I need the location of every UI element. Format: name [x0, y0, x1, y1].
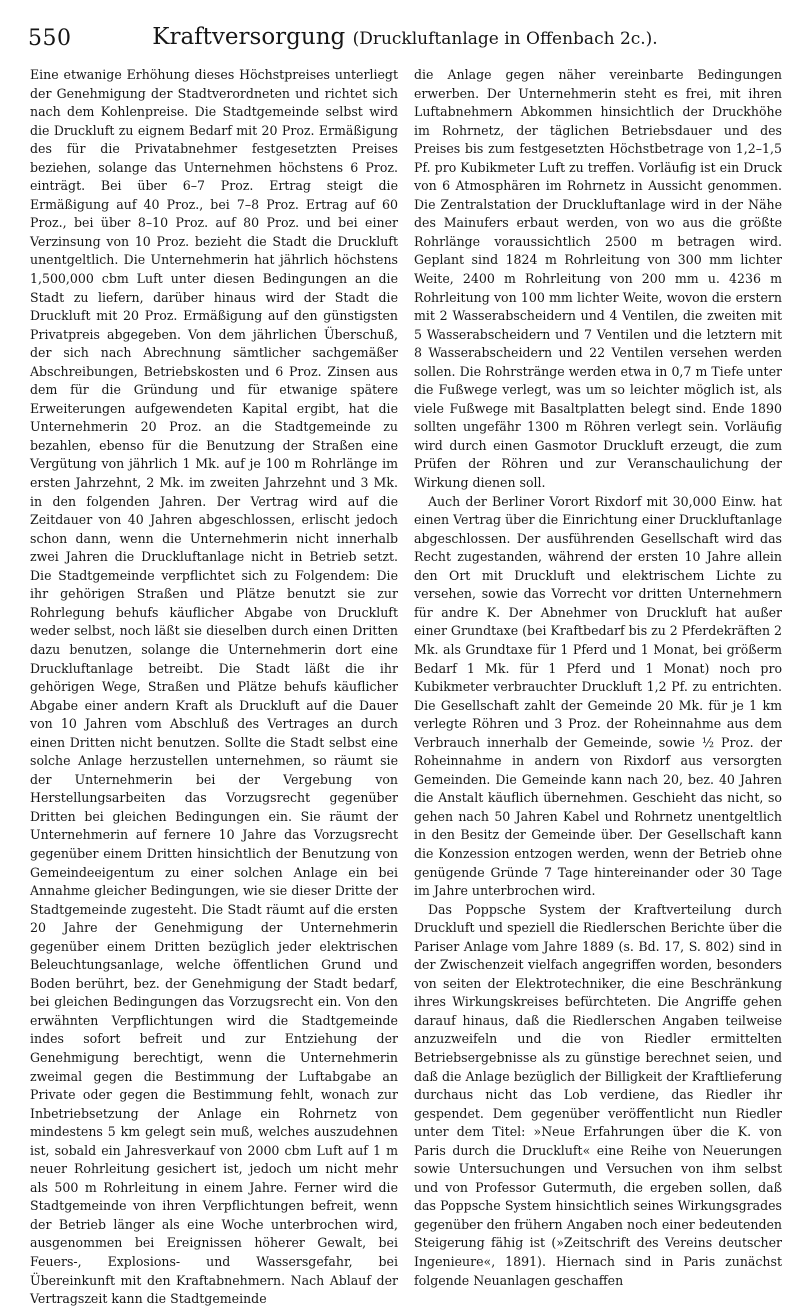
- page-number: 550: [28, 26, 72, 51]
- column-divider: [405, 66, 406, 1254]
- paragraph: Eine etwanige Erhöhung dieses Höchstpreises unterliegt der Genehmigung der Stadtverordneten und richtet sich nach dem Kohlenpreise. Die Stadtgemeinde selbst wird die Druckluft zu eignem Bedarf mit 20 Proz. Ermäßigung des für die Privatabnehmer festgesetzten Preises beziehen, solange das Unternehmen höchstens 6 Proz. einträgt. Bei über 6–7 Proz. Ertrag steigt die Ermäßigung auf 40 Proz., bei 7–8 Proz. Ertrag auf 60 Proz., bei über 8–10 Proz. auf 80 Proz. und bei einer Verzinsung von 10 Proz. bezieht die Stadt die Druckluft unentgeltlich. Die Unternehmerin hat jährlich höchstens 1,500,000 cbm Luft unter diesen Bedingungen an die Stadt zu liefern, darüber hinaus wird der Stadt die Druckluft mit 20 Proz. Ermäßigung auf den günstigsten Privatpreis abgegeben. Von dem jährlichen Überschuß, der sich nach Abrechnung sämtlicher sachgemäßer Abschreibungen, Betriebskosten und 6 Proz. Zinsen aus dem für die Gründung und für etwanige spätere Erweiterungen aufgewendeten Kapital ergibt, hat die Unternehmerin 20 Proz. an die Stadtgemeinde zu bezahlen, ebenso für die Benutzung der Straßen eine Vergütung von jährlich 1 Mk. auf je 100 m Rohrlänge im ersten Jahrzehnt, 2 Mk. im zweiten Jahrzehnt und 3 Mk. in den folgenden Jahren. Der Vertrag wird auf die Zeitdauer von 40 Jahren abgeschlossen, erlischt jedoch schon dann, wenn die Unternehmerin nicht innerhalb zwei Jahren die Druckluftanlage nicht in Betrieb setzt. Die Stadtgemeinde verpflichtet sich zu Folgendem: Die ihr gehörigen Straßen und Plätze benutzt sie zur Rohrlegung behufs käuflicher Abgabe von Druckluft weder selbst, noch läßt sie dieselben durch einen Dritten dazu benutzen, solange die Unternehmerin dort eine Druckluftanlage betreibt. Die Stadt läßt die ihr gehörigen Wege, Straßen und Plätze behufs käuflicher Abgabe einer andern Kraft als Druckluft auf die Dauer von 10 Jahren vom Abschluß des Vertrages an durch einen Dritten nicht benutzen. Sollte die Stadt selbst eine solche Anlage herzustellen unternehmen, so räumt sie der Unternehmerin bei der Vergebung von Herstellungsarbeiten das Vorzugsrecht gegenüber Dritten bei gleichen Bedingungen ein. Sie räumt der Unternehmerin auf fernere 10 Jahre das Vorzugsrecht gegenüber einem Dritten hinsichtlich der Benutzung von Gemeindeeigentum zu einer solchen Anlage ein bei Annahme gleicher Bedingungen, wie sie dieser Dritte der Stadtgemeinde zugesteht. Die Stadt räumt auf die ersten 20 Jahre der Genehmigung der Unternehmerin gegenüber einem Dritten bezüglich jeder elektrischen Beleuchtungsanlage, welche öffentlichen Grund und Boden berührt, bez. der Genehmigung der Stadt bedarf, bei gleichen Bedingungen das Vorzugsrecht ein. Von den erwähnten Verpflichtungen wird die Stadtgemeinde indes sofort befreit und zur Entziehung der Genehmigung berechtigt, wenn die Unternehmerin zweimal gegen die Bestimmung der Luftabgabe an Private oder gegen die Bestimmung fehlt, wonach zur Inbetriebsetzung der Anlage ein Rohrnetz von mindestens 5 km gelegt sein muß, welches auszudehnen ist, sobald ein Jahresverkauf von 2000 cbm Luft auf 1 m neuer Rohrleitung gesichert ist, jedoch um nicht mehr als 500 m Rohrleitung in einem Jahre. Ferner wird die Stadtgemeinde von ihren Verpflichtungen befreit, wenn der Betrieb länger als eine Woche unterbrochen wird, ausgenommen bei Ereignissen höherer Gewalt, bei Feuers-, Explosions- und Wassersgefahr, bei Übereinkunft mit den Kraftabnehmern. Nach Ablauf der Vertragszeit kann die Stadtgemeinde: [30, 67, 398, 1307]
- paragraph: die Anlage gegen näher vereinbarte Bedingungen erwerben. Der Unternehmerin steht es frei, mit ihren Luftabnehmern Abkommen hinsichtlich der Druckhöhe im Rohrnetz, der täglichen Betriebsdauer und des Preises bis zum festgesetzten Höchstbetrage von 1,2–1,5 Pf. pro Kubikmeter Luft zu treffen. Vorläufig ist ein Druck von 6 Atmosphären im Rohrnetz in Aussicht genommen. Die Zentralstation der Druckluftanlage wird in der Nähe des Mainufers erbaut werden, von wo aus die größte Rohrlänge voraussichtlich 2500 m betragen wird. Geplant sind 1824 m Rohrleitung von 300 mm lichter Weite, 2400 m Rohrleitung von 200 mm u. 4236 m Rohrleitung von 100 mm lichter Weite, wovon die erstern mit 2 Wasserabscheidern und 4 Ventilen, die zweiten mit 5 Wasserabscheidern und 7 Ventilen und die letztern mit 8 Wasserabscheidern und 22 Ventilen versehen werden sollen. Die Rohrstränge werden etwa in 0,7 m Tiefe unter die Fußwege verlegt, was um so leichter möglich ist, als viele Fußwege mit Basaltplatten belegt sind. Ende 1890 sollten ungefähr 1300 m Röhren verlegt sein. Vorläufig wird durch einen Gasmotor Druckluft erzeugt, die zum Prüfen der Röhren und zur Veranschaulichung der Wirkung dienen soll.: [414, 67, 782, 491]
- running-title-subtitle: (Druckluftanlage in Offenbach 2c.).: [352, 29, 658, 49]
- page-header: [28, 20, 782, 60]
- left-column: [30, 66, 398, 1307]
- running-title-main: Kraftversorgung: [152, 24, 346, 50]
- running-title: [28, 24, 782, 50]
- paragraph: Auch der Berliner Vorort Rixdorf mit 30,000 Einw. hat einen Vertrag über die Einrichtung einer Druckluftanlage abgeschlossen. Der ausführenden Gesellschaft wird das Recht zugestanden, während der ersten 10 Jahre allein den Ort mit Druckluft und elektrischem Lichte zu versehen, sowie das Vorrecht vor dritten Unternehmern für andre K. Der Abnehmer von Druckluft hat außer einer Grundtaxe (bei Kraftbedarf bis zu 2 Pferdekräften 2 Mk. als Grundtaxe für 1 Pferd und 1 Monat, bei größerm Bedarf 1 Mk. für 1 Pferd und 1 Monat) noch pro Kubikmeter verbrauchter Druckluft 1,2 Pf. zu entrichten. Die Gesellschaft zahlt der Gemeinde 20 Mk. für je 1 km verlegte Röhren und 3 Proz. der Roheinnahme aus dem Verbrauch innerhalb der Gemeinde, sowie ½ Proz. der Roheinnahme in andern von Rixdorf aus versorgten Gemeinden. Die Gemeinde kann nach 20, bez. 40 Jahren die Anstalt käuflich übernehmen. Geschieht das nicht, so gehen nach 50 Jahren Kabel und Rohrnetz unentgeltlich in den Besitz der Gemeinde über. Der Gesellschaft kann die Konzession entzogen werden, wenn der Betrieb ohne genügende Gründe 7 Tage hintereinander oder 30 Tage im Jahre unterbrochen wird.: [414, 493, 782, 899]
- text-columns: [30, 66, 782, 1307]
- right-column: [414, 66, 782, 1288]
- paragraph: Das Poppsche System der Kraftverteilung durch Druckluft und speziell die Riedlerschen Berichte über die Pariser Anlage vom Jahre 1889 (s. Bd. 17, S. 802) sind in der Zwischenzeit vielfach angegriffen worden, besonders von seiten der Elektrotechniker, die eine Beschränkung ihres Wirkungskreises befürchteten. Die Angriffe gehen darauf hinaus, daß die Riedlerschen Angaben teilweise anzuzweifeln und die von Riedler ermittelten Betriebsergebnisse als zu günstige berechnet seien, und daß die Anlage bezüglich der Billigkeit der Kraftlieferung durchaus nicht das Lob verdiene, das Riedler ihr gespendet. Dem gegenüber veröffentlicht nun Riedler unter dem Titel: »Neue Erfahrungen über die K. von Paris durch die Druckluft« eine Reihe von Neuerungen sowie Untersuchungen und Versuchen von ihm selbst und von Professor Gutermuth, die ergeben sollen, daß das Poppsche System hinsichtlich seines Wirkungsgrades gegenüber den frühern Angaben noch einer bedeutenden Steigerung fähig ist (»Zeitschrift des Vereins deutscher Ingenieure«, 1891). Hiernach sind in Paris zunächst folgende Neuanlagen geschaffen: [414, 901, 782, 1288]
